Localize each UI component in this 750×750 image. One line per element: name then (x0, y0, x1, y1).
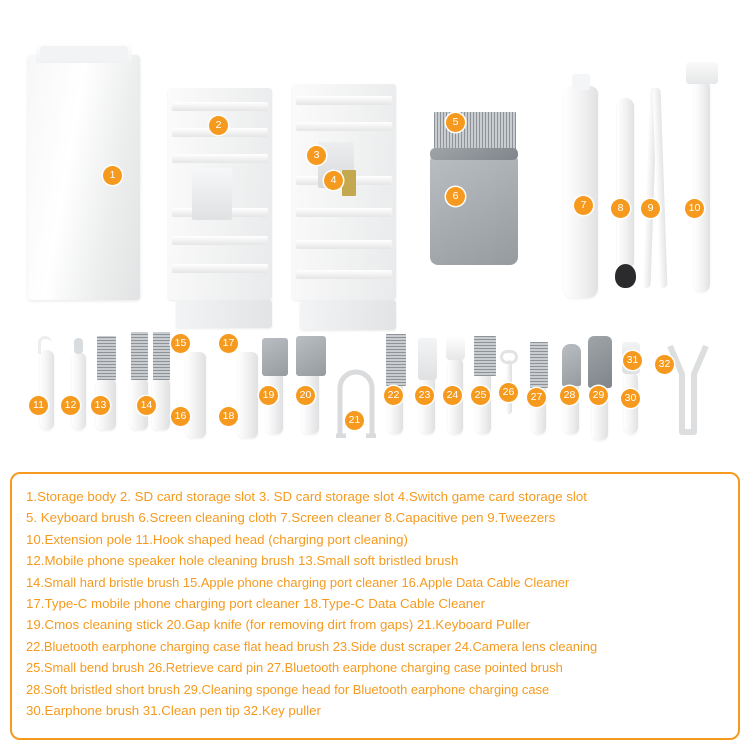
camera-lens-cleaning-head (446, 336, 465, 360)
callout-badge-19: 19 (259, 386, 278, 405)
callout-badge-8: 8 (611, 199, 630, 218)
callout-badge-6: 6 (446, 187, 465, 206)
legend-line: 17.Type-C mobile phone charging port cleaner 18.Type-C Data Cable Cleaner (26, 596, 486, 612)
callout-badge-7: 7 (574, 196, 593, 215)
callout-badge-31: 31 (623, 351, 642, 370)
soft-bristled-short-brush-head (562, 344, 581, 386)
callout-badge-3: 3 (307, 146, 326, 165)
callout-badge-15: 15 (171, 334, 190, 353)
capacitive-pen-tip (615, 264, 636, 288)
storage-body-lid (40, 46, 128, 60)
extension-pole (694, 80, 710, 292)
callout-badge-16: 16 (171, 407, 190, 426)
callout-badge-9: 9 (641, 199, 660, 218)
left-tower-base (176, 300, 272, 328)
callout-badge-17: 17 (219, 334, 238, 353)
speaker-hole-brush (72, 352, 86, 430)
apple-charging-port-cleaner (186, 352, 206, 438)
small-hard-bristle-brush-bristles-a (131, 332, 148, 380)
legend-line: 22.Bluetooth earphone charging case flat head brush 23.Side dust scraper 24.Camera lens cleaning (26, 638, 598, 654)
screen-cleaner-bottle (564, 86, 598, 298)
small-hard-bristle-brush-bristles-b (153, 332, 170, 380)
callout-badge-21: 21 (345, 411, 364, 430)
retrieve-card-pin-ring (500, 350, 518, 364)
small-bend-brush-bristles (474, 336, 496, 376)
callout-badge-1: 1 (103, 166, 122, 185)
extension-pole-head (686, 62, 718, 84)
callout-badge-20: 20 (296, 386, 315, 405)
right-tower-base (300, 300, 396, 330)
callout-badge-24: 24 (443, 386, 462, 405)
callout-badge-13: 13 (91, 396, 110, 415)
legend-line: 12.Mobile phone speaker hole cleaning brush 13.Small soft bristled brush (26, 553, 459, 569)
legend-line: 10.Extension pole 11.Hook shaped head (charging port cleaning) (26, 531, 408, 547)
callout-badge-12: 12 (61, 396, 80, 415)
legend-line: 25.Small bend brush 26.Retrieve card pin 27.Bluetooth earphone charging case pointed brush (26, 660, 563, 676)
legend-line: 28.Soft bristled short brush 29.Cleaning sponge head for Bluetooth earphone charging case (26, 681, 550, 697)
sd-card-storage-slot-right (292, 84, 396, 300)
callout-badge-30: 30 (621, 389, 640, 408)
speaker-hole-brush-tip (74, 338, 83, 354)
callout-badge-32: 32 (655, 355, 674, 374)
key-puller (664, 340, 712, 440)
legend-line: 5. Keyboard brush 6.Screen cleaning cloth 7.Screen cleaner 8.Capacitive pen 9.Tweezers (26, 510, 556, 526)
small-soft-bristled-brush-bristles (97, 336, 116, 380)
hook-shaped-head (40, 350, 54, 430)
callout-badge-2: 2 (209, 116, 228, 135)
side-dust-scraper (420, 376, 435, 434)
callout-badge-18: 18 (219, 407, 238, 426)
tweezers-arm-right (653, 88, 668, 288)
legend-line: 1.Storage body 2. SD card storage slot 3. SD card storage slot 4.Switch game card storage slot (26, 489, 587, 504)
callout-badge-26: 26 (499, 383, 518, 402)
callout-badge-22: 22 (384, 386, 403, 405)
type-c-charging-port-cleaner (238, 352, 258, 438)
cmos-cleaning-stick-head (262, 338, 288, 376)
legend-line: 30.Earphone brush 31.Clean pen tip 32.Key puller (26, 703, 321, 719)
screen-cleaner-nozzle (572, 74, 590, 90)
pointed-brush-bristles (530, 342, 548, 388)
callout-badge-27: 27 (527, 388, 546, 407)
flat-head-brush-bristles (386, 334, 406, 386)
callout-badge-23: 23 (415, 386, 434, 405)
callout-badge-5: 5 (446, 113, 465, 132)
capacitive-pen (617, 98, 634, 270)
callout-badge-25: 25 (471, 386, 490, 405)
side-dust-scraper-head (418, 338, 437, 380)
cleaning-sponge-head (588, 336, 612, 388)
storage-body (28, 55, 140, 300)
callout-badge-29: 29 (589, 386, 608, 405)
callout-badge-11: 11 (29, 396, 48, 415)
hook-shaped-head-hook (38, 336, 52, 354)
callout-badge-4: 4 (324, 171, 343, 190)
callout-badge-28: 28 (560, 386, 579, 405)
legend-line: 14.Small hard bristle brush 15.Apple phone charging port cleaner 16.Apple Data Cable Cleaner (26, 574, 570, 590)
callout-badge-10: 10 (685, 199, 704, 218)
gap-knife-blade (296, 336, 326, 376)
legend-line: 19.Cmos cleaning stick 20.Gap knife (for removing dirt from gaps) 21.Keyboard Puller (26, 617, 531, 633)
screen-cleaning-cloth (430, 155, 518, 265)
callout-badge-14: 14 (137, 396, 156, 415)
legend-panel (10, 472, 740, 740)
keyboard-brush-ferrule (430, 148, 518, 160)
